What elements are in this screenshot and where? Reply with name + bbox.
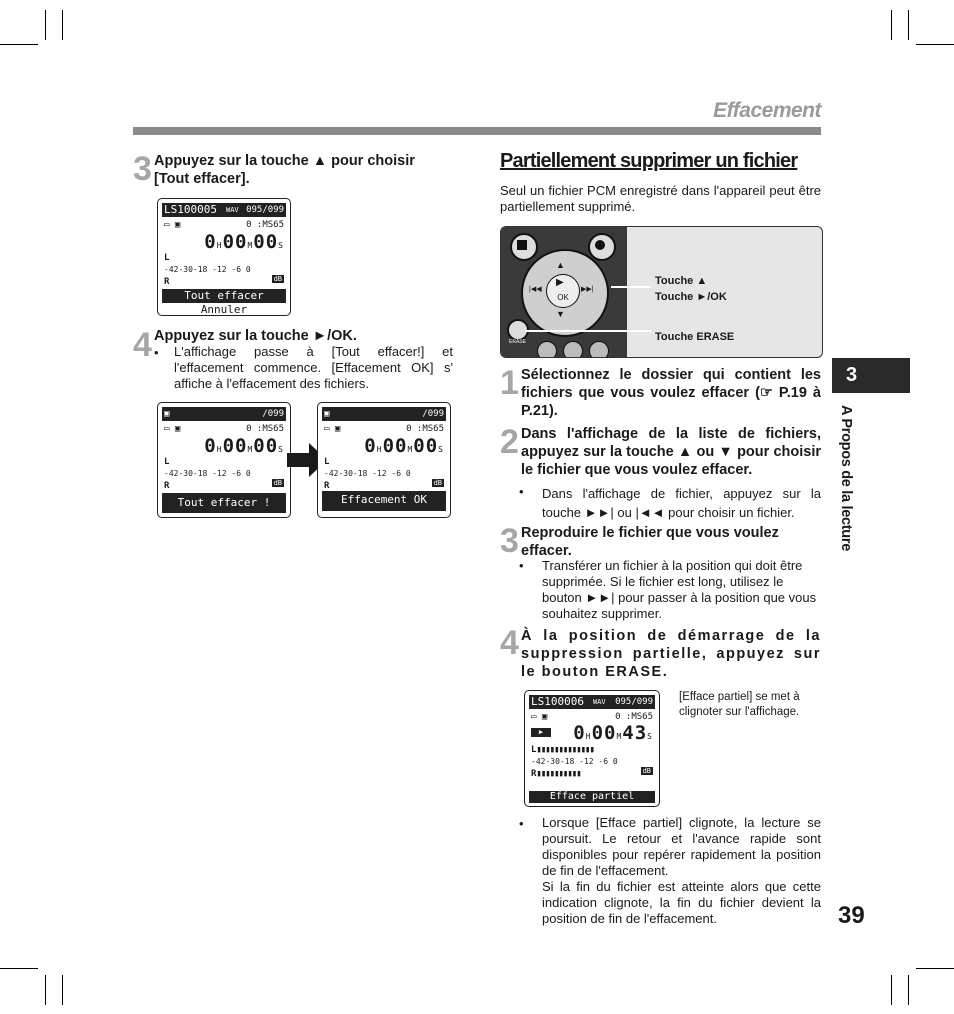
section-header-title: Effacement [713, 99, 821, 122]
step-text: Sélectionnez le dossier qui contient les fichiers que vous voulez effacer (☞ P.19 à P.21). [521, 367, 821, 419]
step-text: À la position de démarrage de la suppression partielle, appuyez sur le bouton ERASE. [521, 628, 821, 680]
step-text: Dans l'affichage de la liste de fichiers, appuyez sur la touche ▲ ou ▼ pour choisir le fichier que vous voulez effacer. [521, 426, 821, 478]
step-number: 2 [500, 423, 519, 461]
device-illustration: OK ▶ ▲ ▼ |◀◀ ▶▶| ERASE Touche ▲ Touche ►/OK Touche ERASE [500, 226, 823, 358]
lcd-hms: 0 :MS65 [246, 220, 284, 230]
lcd-option: Annuler [200, 303, 248, 316]
chapter-section-label: A Propos de la lecture [838, 405, 854, 551]
intro-text: Seul un fichier PCM enregistré dans l'appareil peut être partiellement supprimé. [500, 183, 821, 214]
lcd-option-selected: Tout effacer [162, 289, 286, 303]
play-icon: ▶ [531, 728, 551, 737]
lcd-scale: -42-30-18 -12 -6 0 [164, 265, 251, 274]
page-number: 39 [838, 902, 865, 929]
header-bar [133, 127, 821, 135]
lcd-db: dB [273, 275, 282, 283]
lcd-screen: ▣ /099 ▭ ▣ 0 :MS65 0H00M00S L -42-30-18 -12 -6 0 R dB Effacement OK [317, 402, 451, 518]
lcd-option-selected: Effacement OK [322, 491, 446, 511]
step-text: Appuyez sur la touche ►/OK. [154, 328, 357, 344]
section-title: Partiellement supprimer un fichier [500, 150, 798, 172]
step-text: Appuyez sur la touche ▲ pour choisir [Tout effacer]. [154, 153, 415, 187]
bullet-text: Dans l'affichage de fichier, appuyez sur la touche ►►| ou |◄◄ pour choisir un fichier. [542, 486, 821, 520]
lcd-option-selected: Tout effacer ! [162, 493, 286, 513]
lcd-note: [Efface partiel] se met à clignoter sur l'affichage. [679, 691, 800, 718]
step-number: 4 [500, 624, 519, 662]
device-label: Touche ERASE [655, 331, 735, 343]
step-number: 3 [133, 150, 152, 188]
lcd-screen: ▣ /099 ▭ ▣ 0 :MS65 0H00M00S L -42-30-18 -12 -6 0 R dB Tout effacer ! [157, 402, 291, 518]
step-number: 4 [133, 326, 152, 364]
step-number: 1 [500, 364, 519, 402]
bullet-text: Lorsque [Efface partiel] clignote, la lecture se poursuit. Le retour et l'avance rapide sont disponibles pour repérer rapidement la position de fin de l'effacement. Si la fin du fichier est atteinte alors que cette indication clignote, la fin du fichier devient la position de fin de l'effacement. [542, 815, 821, 926]
battery-icon: ▭ ▣ [164, 220, 181, 230]
lcd-title-bar: LS100005 WAV 095/099 [164, 203, 284, 216]
lcd-option-selected: Efface partiel [529, 791, 655, 803]
lcd-time: 0H00M00S [204, 231, 284, 253]
ok-button: OK [546, 274, 580, 308]
lcd-screen: LS100005 WAV 095/099 ▭ ▣ 0 :MS65 0H00M00S L -42-30-18 -12 -6 0 R dB Tout effacer Annuler [157, 198, 291, 316]
step-number: 3 [500, 522, 519, 560]
step-text: Reproduire le fichier que vous voulez effacer. [521, 525, 779, 559]
bullet-text: Transférer un fichier à la position qui doit être supprimée. Si le fichier est long, utilisez le bouton ►►| pour passer à la position que vous souhaitez supprimer. [542, 558, 817, 621]
bullet-text: L'affichage passe à [Tout effacer!] et l'effacement commence. [Effacement OK] s' affiche à l'effacement des fichiers. [174, 344, 453, 391]
device-label: Touche ▲ Touche ►/OK [655, 275, 727, 303]
lcd-screen: LS100006 WAV 095/099 ▭ ▣ 0 :MS65 ▶ 0H00M43S L▮▮▮▮▮▮▮▮▮▮▮▮▮ -42-30-18 -12 -6 0 R▮▮▮▮▮▮▮▮▮▮ dB Efface partiel [524, 690, 660, 807]
chapter-tab: 3 [832, 358, 910, 393]
